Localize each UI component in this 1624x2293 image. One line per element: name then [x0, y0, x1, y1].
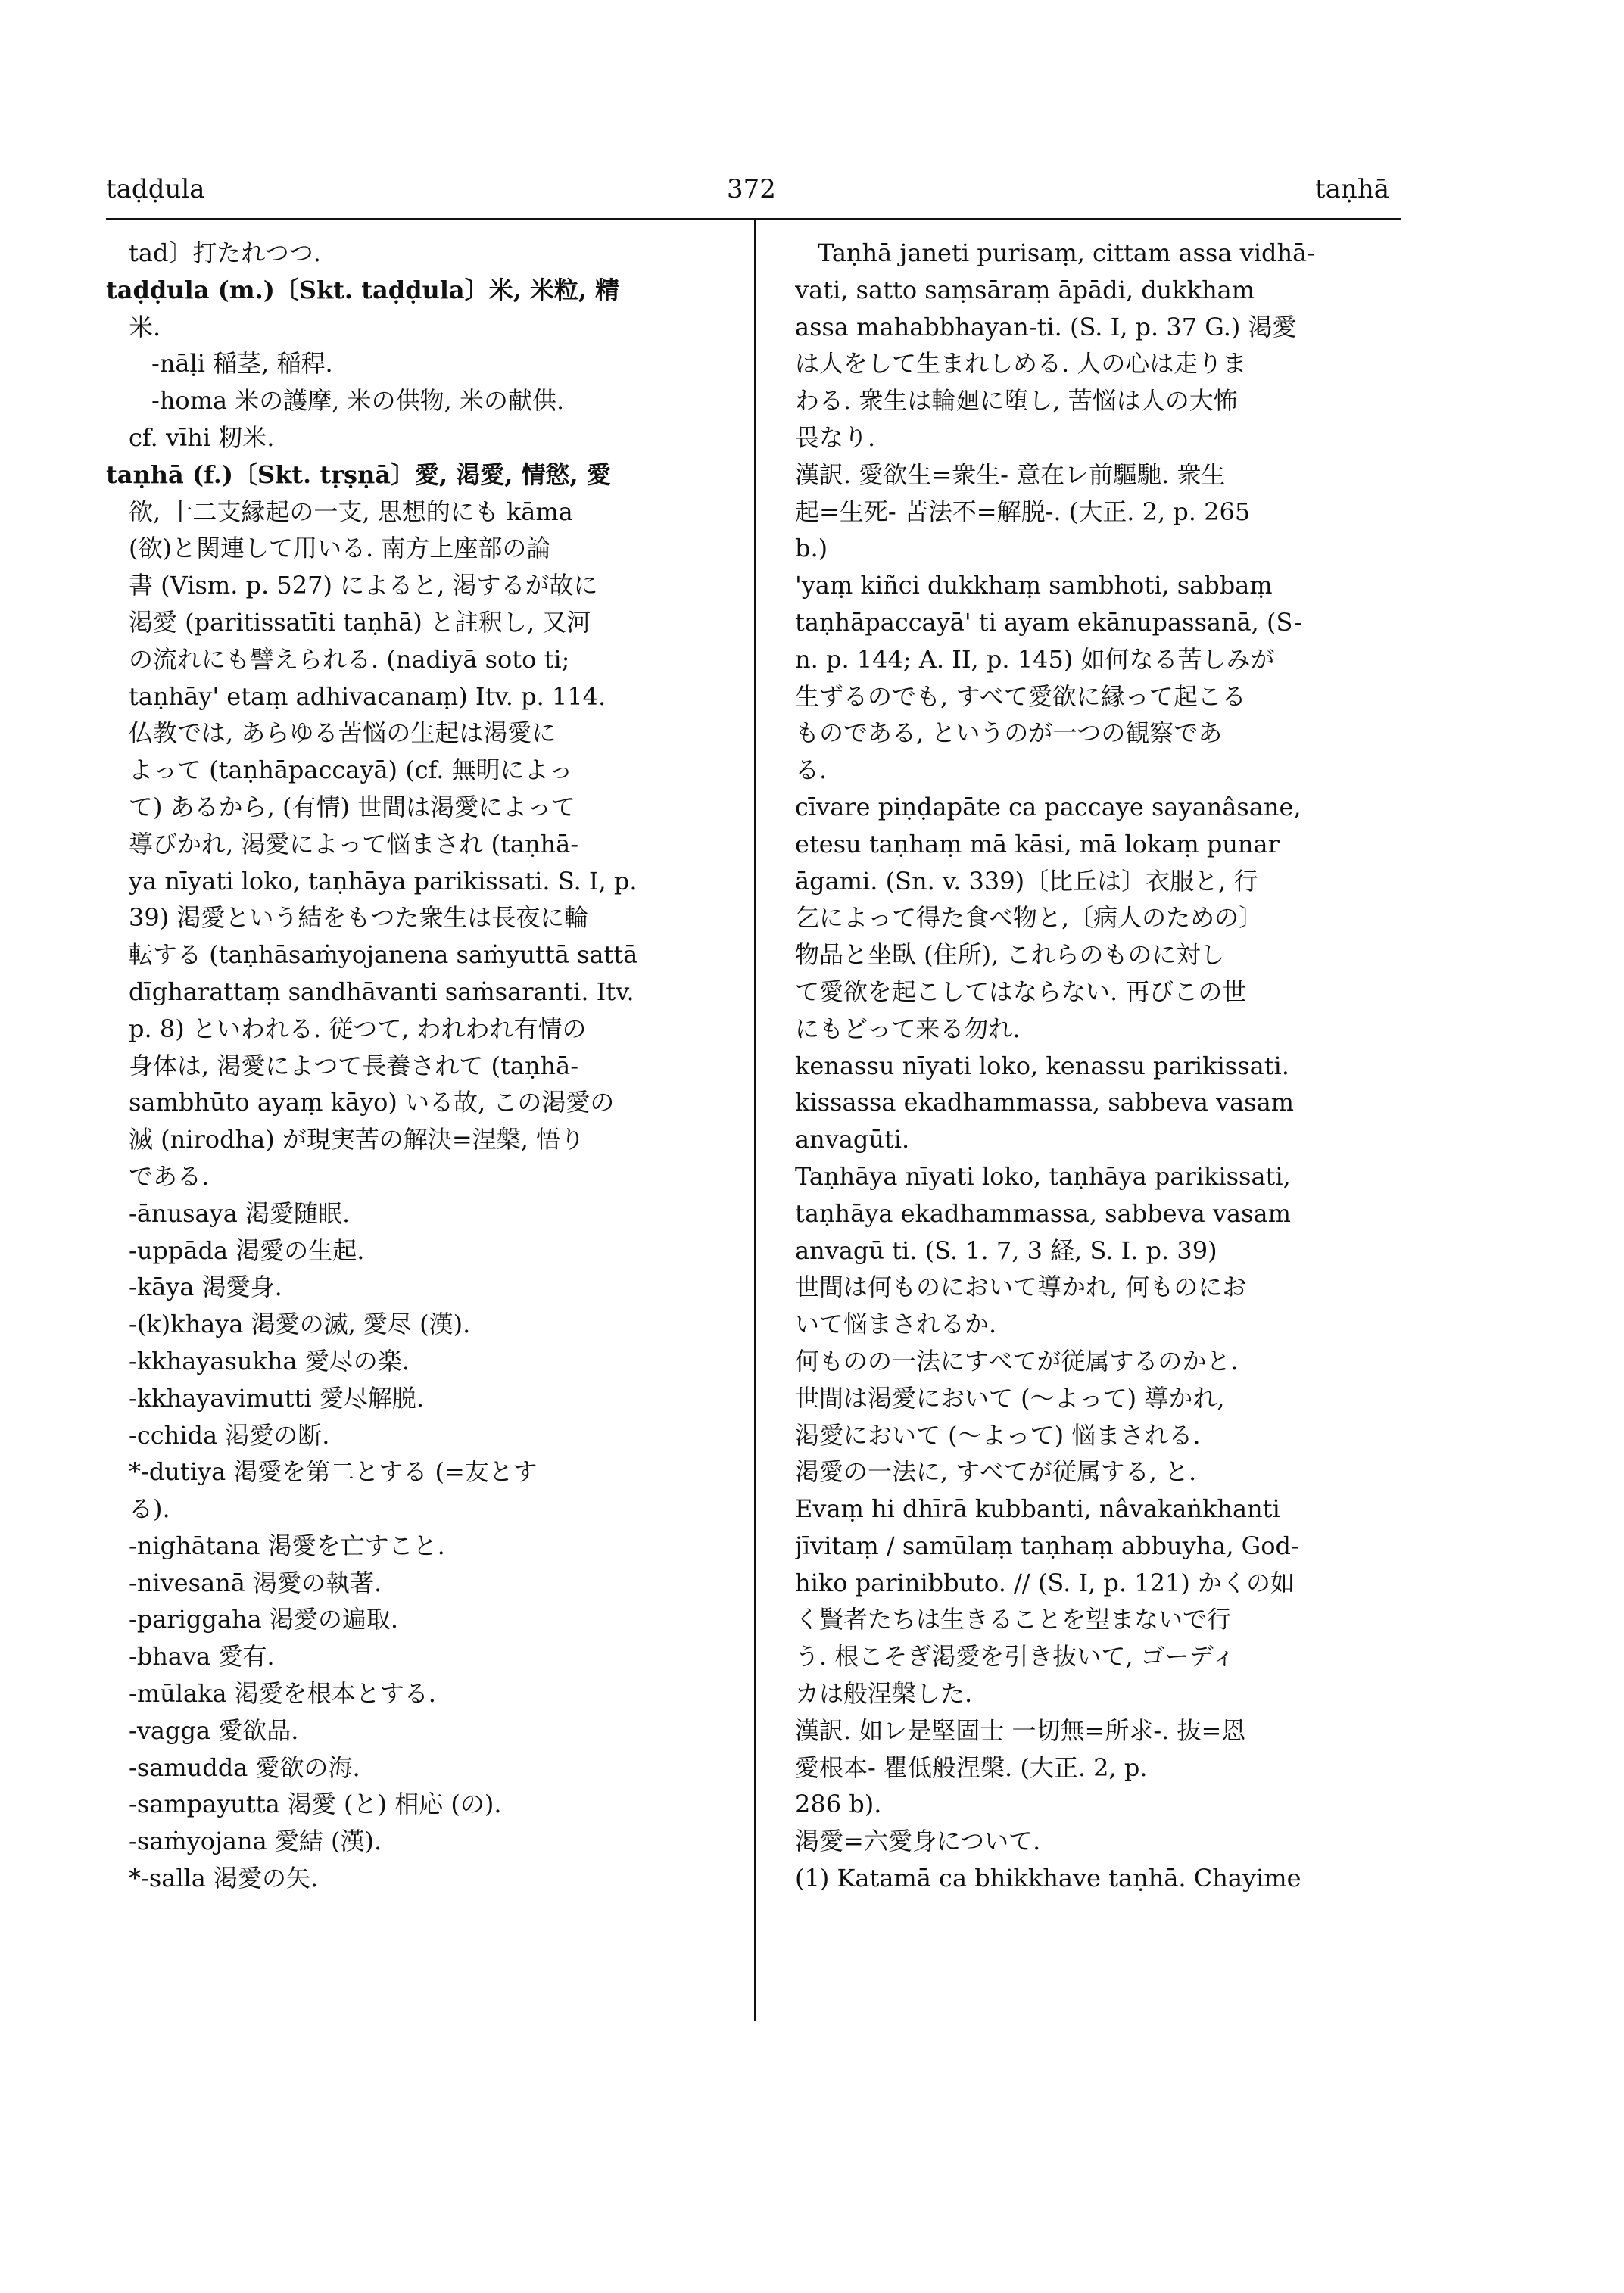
text-line: b.) — [795, 534, 828, 563]
text-line: jīvitaṃ / samūlaṃ taṇhaṃ abbuyha, God- — [795, 1531, 1299, 1560]
text-line: 転する (taṇhāsaṁyojanena saṁyuttā sattā — [129, 940, 638, 970]
text-line: p. 8) といわれる. 従つて, われわれ有情の — [129, 1014, 587, 1043]
text-line: 起=生死- 苦法不=解脱-. (大正. 2, p. 265 — [795, 497, 1251, 526]
text-line: āgami. (Sn. v. 339)〔比丘は〕衣服と, 行 — [795, 866, 1258, 896]
text-line: 書 (Vism. p. 527) によると, 渇するが故に — [129, 571, 598, 600]
text-line: である. — [129, 1161, 210, 1191]
text-line: 286 b). — [795, 1790, 882, 1819]
text-line: -ānusaya 渇愛随眠. — [129, 1198, 351, 1228]
text-line: カは般涅槃した. — [795, 1679, 973, 1709]
text-line: etesu taṇhaṃ mā kāsi, mā lokaṃ punar — [795, 829, 1280, 858]
text-line: -pariggaha 渇愛の遍取. — [129, 1605, 398, 1634]
right-column — [795, 235, 1416, 1897]
running-head-right: taṇhā — [1315, 174, 1389, 204]
text-line: sambhūto ayaṃ kāyo) いる故, この渇愛の — [129, 1088, 615, 1117]
text-line: assa mahabbhayan-ti. (S. I, p. 37 G.) 渇愛 — [795, 312, 1297, 341]
text-line: よって (taṇhāpaccayā) (cf. 無明によっ — [129, 756, 573, 785]
text-line: -vagga 愛欲品. — [129, 1715, 299, 1745]
text-line: -saṁyojana 愛結 (漢). — [129, 1827, 382, 1856]
text-line: anvagū ti. (S. 1. 7, 3 経, S. I. p. 39) — [795, 1235, 1217, 1265]
text-line: n. p. 144; A. II, p. 145) 如何なる苦しみが — [795, 644, 1275, 674]
text-line: 渇愛において (〜よって) 悩まされる. — [795, 1420, 1201, 1450]
text-line: (欲)と関連して用いる. 南方上座部の論 — [129, 534, 551, 563]
text-line: 世間は何ものにおいて導かれ, 何ものにお — [795, 1273, 1247, 1302]
text-line: にもどって来る勿れ. — [795, 1014, 1021, 1043]
text-line: *-salla 渇愛の矢. — [129, 1864, 319, 1893]
text-line: kissassa ekadhammassa, sabbeva vasam — [795, 1088, 1294, 1117]
text-line: ものである, というのが一つの観察であ — [795, 718, 1223, 748]
text-line: わる. 衆生は輪廻に堕し, 苦悩は人の大怖 — [795, 386, 1238, 416]
text-line: (1) Katamā ca bhikkhave taṇhā. Chayime — [795, 1864, 1301, 1893]
text-line: 'yaṃ kiñci dukkhaṃ sambhoti, sabbaṃ — [795, 571, 1273, 600]
text-line: 導びかれ, 渇愛によって悩まされ (taṇhā- — [129, 829, 579, 858]
text-line: taṇhā (f.)〔Skt. tṛṣṇā〕愛, 渇愛, 情慾, 愛 — [106, 460, 611, 489]
text-line: kenassu nīyati loko, kenassu parikissati. — [795, 1051, 1289, 1080]
text-line: 生ずるのでも, すべて愛欲に縁って起こる — [795, 681, 1246, 711]
text-line: tad〕打たれつつ. — [129, 238, 321, 267]
text-line: 愛根本- 瞿低般涅槃. (大正. 2, p. — [795, 1752, 1148, 1782]
text-line: て) あるから, (有情) 世間は渇愛によって — [129, 792, 576, 821]
page-number: 372 — [727, 174, 776, 204]
text-line: hiko parinibbuto. // (S. I, p. 121) かくの如 — [795, 1568, 1295, 1597]
text-line: 欲, 十二支縁起の一支, 思想的にも kāma — [129, 497, 573, 526]
text-line: -homa 米の護摩, 米の供物, 米の献供. — [151, 386, 565, 416]
header-rule — [106, 218, 1401, 220]
text-line: Taṇhā janeti purisaṃ, cittam assa vidhā- — [818, 238, 1315, 267]
text-line: は人をして生まれしめる. 人の心は走りま — [795, 349, 1247, 379]
text-line: 畏なり. — [795, 422, 876, 452]
text-line: 何ものの一法にすべてが従属するのかと. — [795, 1346, 1239, 1375]
text-line: の流れにも譬えられる. (nadiyā soto ti; — [129, 644, 570, 674]
text-line: dīgharattaṃ sandhāvanti saṁsaranti. Itv. — [129, 977, 634, 1006]
text-line: taṇhāya ekadhammassa, sabbeva vasam — [795, 1198, 1291, 1228]
running-head-left: taḍḍula — [106, 174, 205, 204]
text-line: -bhava 愛有. — [129, 1642, 275, 1671]
text-line: く賢者たちは生きることを望まないで行 — [795, 1605, 1232, 1634]
text-line: taḍḍula (m.)〔Skt. taḍḍula〕米, 米粒, 精 — [106, 275, 620, 304]
text-line: 身体は, 渇愛によつて長養されて (taṇhā- — [129, 1051, 579, 1080]
text-line: *-dutiya 渇愛を第二とする (=友とす — [129, 1457, 538, 1487]
left-column — [106, 235, 727, 1897]
text-line: る. — [795, 756, 828, 785]
text-line: 39) 渇愛という結をもつた衆生は長夜に輪 — [129, 903, 589, 933]
text-line: 漢訳. 愛欲生=衆生- 意在レ前驅馳. 衆生 — [795, 460, 1226, 489]
text-line: vati, satto saṃsāraṃ āpādi, dukkham — [795, 275, 1255, 304]
text-line: Taṇhāya nīyati loko, taṇhāya parikissati, — [795, 1161, 1291, 1191]
text-line: 渇愛 (paritissatīti taṇhā) と註釈し, 又河 — [129, 607, 591, 637]
column-divider — [754, 220, 756, 2021]
text-line: cf. vīhi 籾米. — [129, 422, 275, 452]
text-line: 物品と坐臥 (住所), これらのものに対し — [795, 940, 1225, 970]
text-line: Evaṃ hi dhīrā kubbanti, nâvakaṅkhanti — [795, 1494, 1280, 1524]
text-line: -mūlaka 渇愛を根本とする. — [129, 1679, 436, 1709]
text-line: いて悩まされるか. — [795, 1310, 997, 1339]
text-line: taṇhāy' etaṃ adhivacanaṃ) Itv. p. 114. — [129, 681, 606, 711]
text-line: taṇhāpaccayā' ti ayam ekānupassanā, (S- — [795, 607, 1302, 637]
text-line: -kkhayasukha 愛尽の楽. — [129, 1346, 410, 1375]
text-line: -kāya 渇愛身. — [129, 1273, 282, 1302]
text-line: -kkhayavimutti 愛尽解脱. — [129, 1383, 425, 1413]
text-line: -cchida 渇愛の断. — [129, 1420, 330, 1450]
text-line: 乞によって得た食べ物と,〔病人のための〕 — [795, 903, 1264, 933]
text-line: -(k)khaya 渇愛の滅, 愛尽 (漢). — [129, 1310, 471, 1339]
text-line: anvagūti. — [795, 1125, 910, 1154]
text-line: ya nīyati loko, taṇhāya parikissati. S. I, p. — [129, 866, 637, 896]
text-line: -sampayutta 渇愛 (と) 相応 (の). — [129, 1790, 502, 1819]
text-line: う. 根こそぎ渇愛を引き抜いて, ゴーディ — [795, 1642, 1236, 1671]
text-line: 渇愛=六愛身について. — [795, 1827, 1041, 1856]
text-line: cīvare piṇḍapāte ca paccaye sayanâsane, — [795, 792, 1301, 821]
text-line: 渇愛の一法に, すべてが従属する, と. — [795, 1457, 1197, 1487]
text-line: 滅 (nirodha) が現実苦の解決=涅槃, 悟り — [129, 1125, 585, 1154]
text-line: -uppāda 渇愛の生起. — [129, 1235, 365, 1265]
text-line: -samudda 愛欲の海. — [129, 1752, 360, 1782]
text-line: て愛欲を起こしてはならない. 再びこの世 — [795, 977, 1247, 1006]
text-line: 米. — [129, 312, 161, 341]
text-line: -nivesanā 渇愛の執著. — [129, 1568, 382, 1597]
text-line: 仏教では, あらゆる苦悩の生起は渇愛に — [129, 718, 556, 748]
text-line: る). — [129, 1494, 170, 1524]
text-line: 漢訳. 如レ是堅固士 一切無=所求-. 抜=恩 — [795, 1715, 1246, 1745]
text-line: -nāḷi 稲茎, 稲稈. — [151, 349, 333, 379]
text-line: -nighātana 渇愛を亡すこと. — [129, 1531, 445, 1560]
text-line: 世間は渇愛において (〜よって) 導かれ, — [795, 1383, 1225, 1413]
